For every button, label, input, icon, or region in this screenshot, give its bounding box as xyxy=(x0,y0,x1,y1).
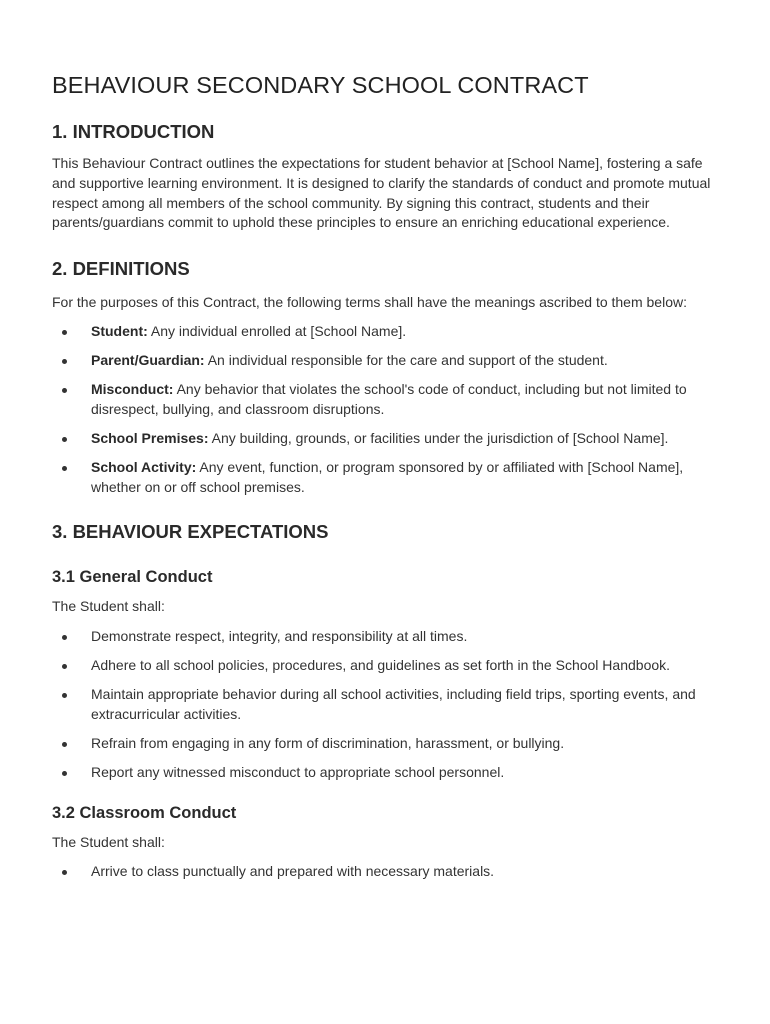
list-item-text: Refrain from engaging in any form of discrimination, harassment, or bullying. xyxy=(91,734,565,751)
general-conduct-list xyxy=(52,627,718,783)
list-item xyxy=(52,627,718,647)
general-conduct-intro: The Student shall: xyxy=(52,598,165,615)
definition-term: School Activity: xyxy=(91,458,197,475)
bullet-icon xyxy=(62,466,67,471)
classroom-conduct-list xyxy=(52,862,718,882)
section-heading-behaviour-expectations: 3. BEHAVIOUR EXPECTATIONS xyxy=(52,521,329,543)
definition-item xyxy=(52,458,718,497)
list-item-text: Report any witnessed misconduct to appropriate school personnel. xyxy=(91,763,505,780)
subsection-heading-general-conduct: 3.1 General Conduct xyxy=(52,568,213,587)
bullet-icon xyxy=(62,330,67,335)
definition-item xyxy=(52,322,718,342)
bullet-icon xyxy=(62,870,67,875)
definition-term: Parent/Guardian: xyxy=(91,352,205,369)
classroom-conduct-intro: The Student shall: xyxy=(52,833,165,850)
list-item-text: Maintain appropriate behavior during all school activities, including field trips, sporting events, and extracurricular activities. xyxy=(91,686,696,722)
bullet-icon xyxy=(62,771,67,776)
bullet-icon xyxy=(62,388,67,393)
introduction-paragraph: This Behaviour Contract outlines the expectations for student behavior at [School Name], fostering a safe and supportive learning environment. It is designed to clarify the standards of conduct and promote mutual respect among all members of the school community. By signing this contract, students and their parents/guardians commit to uphold these principles to ensure an enriching educational experience. xyxy=(52,155,711,231)
bullet-icon xyxy=(62,359,67,364)
bullet-icon xyxy=(62,635,67,640)
list-item xyxy=(52,862,718,882)
definition-item xyxy=(52,351,718,371)
list-item-text: Demonstrate respect, integrity, and responsibility at all times. xyxy=(91,627,468,644)
subsection-heading-classroom-conduct: 3.2 Classroom Conduct xyxy=(52,803,237,822)
definition-term: School Premises: xyxy=(91,429,209,446)
list-item xyxy=(52,685,718,724)
list-item-text: Arrive to class punctually and prepared with necessary materials. xyxy=(91,863,495,880)
definitions-list xyxy=(52,322,718,497)
list-item xyxy=(52,656,718,676)
list-item xyxy=(52,734,718,754)
document-title: BEHAVIOUR SECONDARY SCHOOL CONTRACT xyxy=(52,72,589,98)
section-heading-introduction: 1. INTRODUCTION xyxy=(52,121,215,142)
list-item-text: Adhere to all school policies, procedures, and guidelines as set forth in the School Handbook. xyxy=(91,657,671,674)
definition-text: Any event, function, or program sponsored by or affiliated with [School Name], whether on or off school premises. xyxy=(91,458,684,495)
definition-text: Any individual enrolled at [School Name]. xyxy=(147,322,407,339)
definition-item xyxy=(52,429,718,449)
definition-term: Misconduct: xyxy=(91,381,174,398)
bullet-icon xyxy=(62,664,67,669)
bullet-icon xyxy=(62,693,67,698)
list-item xyxy=(52,763,718,783)
definition-text: Any behavior that violates the school's code of conduct, including but not limited to disrespect, bullying, and classroom disruptions. xyxy=(91,381,687,417)
definition-item xyxy=(52,380,718,419)
definition-term: Student: xyxy=(91,322,148,339)
bullet-icon xyxy=(62,437,67,442)
bullet-icon xyxy=(62,742,67,747)
definitions-intro: For the purposes of this Contract, the following terms shall have the meanings ascribed to them below: xyxy=(52,294,687,311)
definition-text: Any building, grounds, or facilities under the jurisdiction of [School Name]. xyxy=(208,429,669,446)
section-heading-definitions: 2. DEFINITIONS xyxy=(52,258,190,280)
definition-text: An individual responsible for the care and support of the student. xyxy=(204,352,608,369)
